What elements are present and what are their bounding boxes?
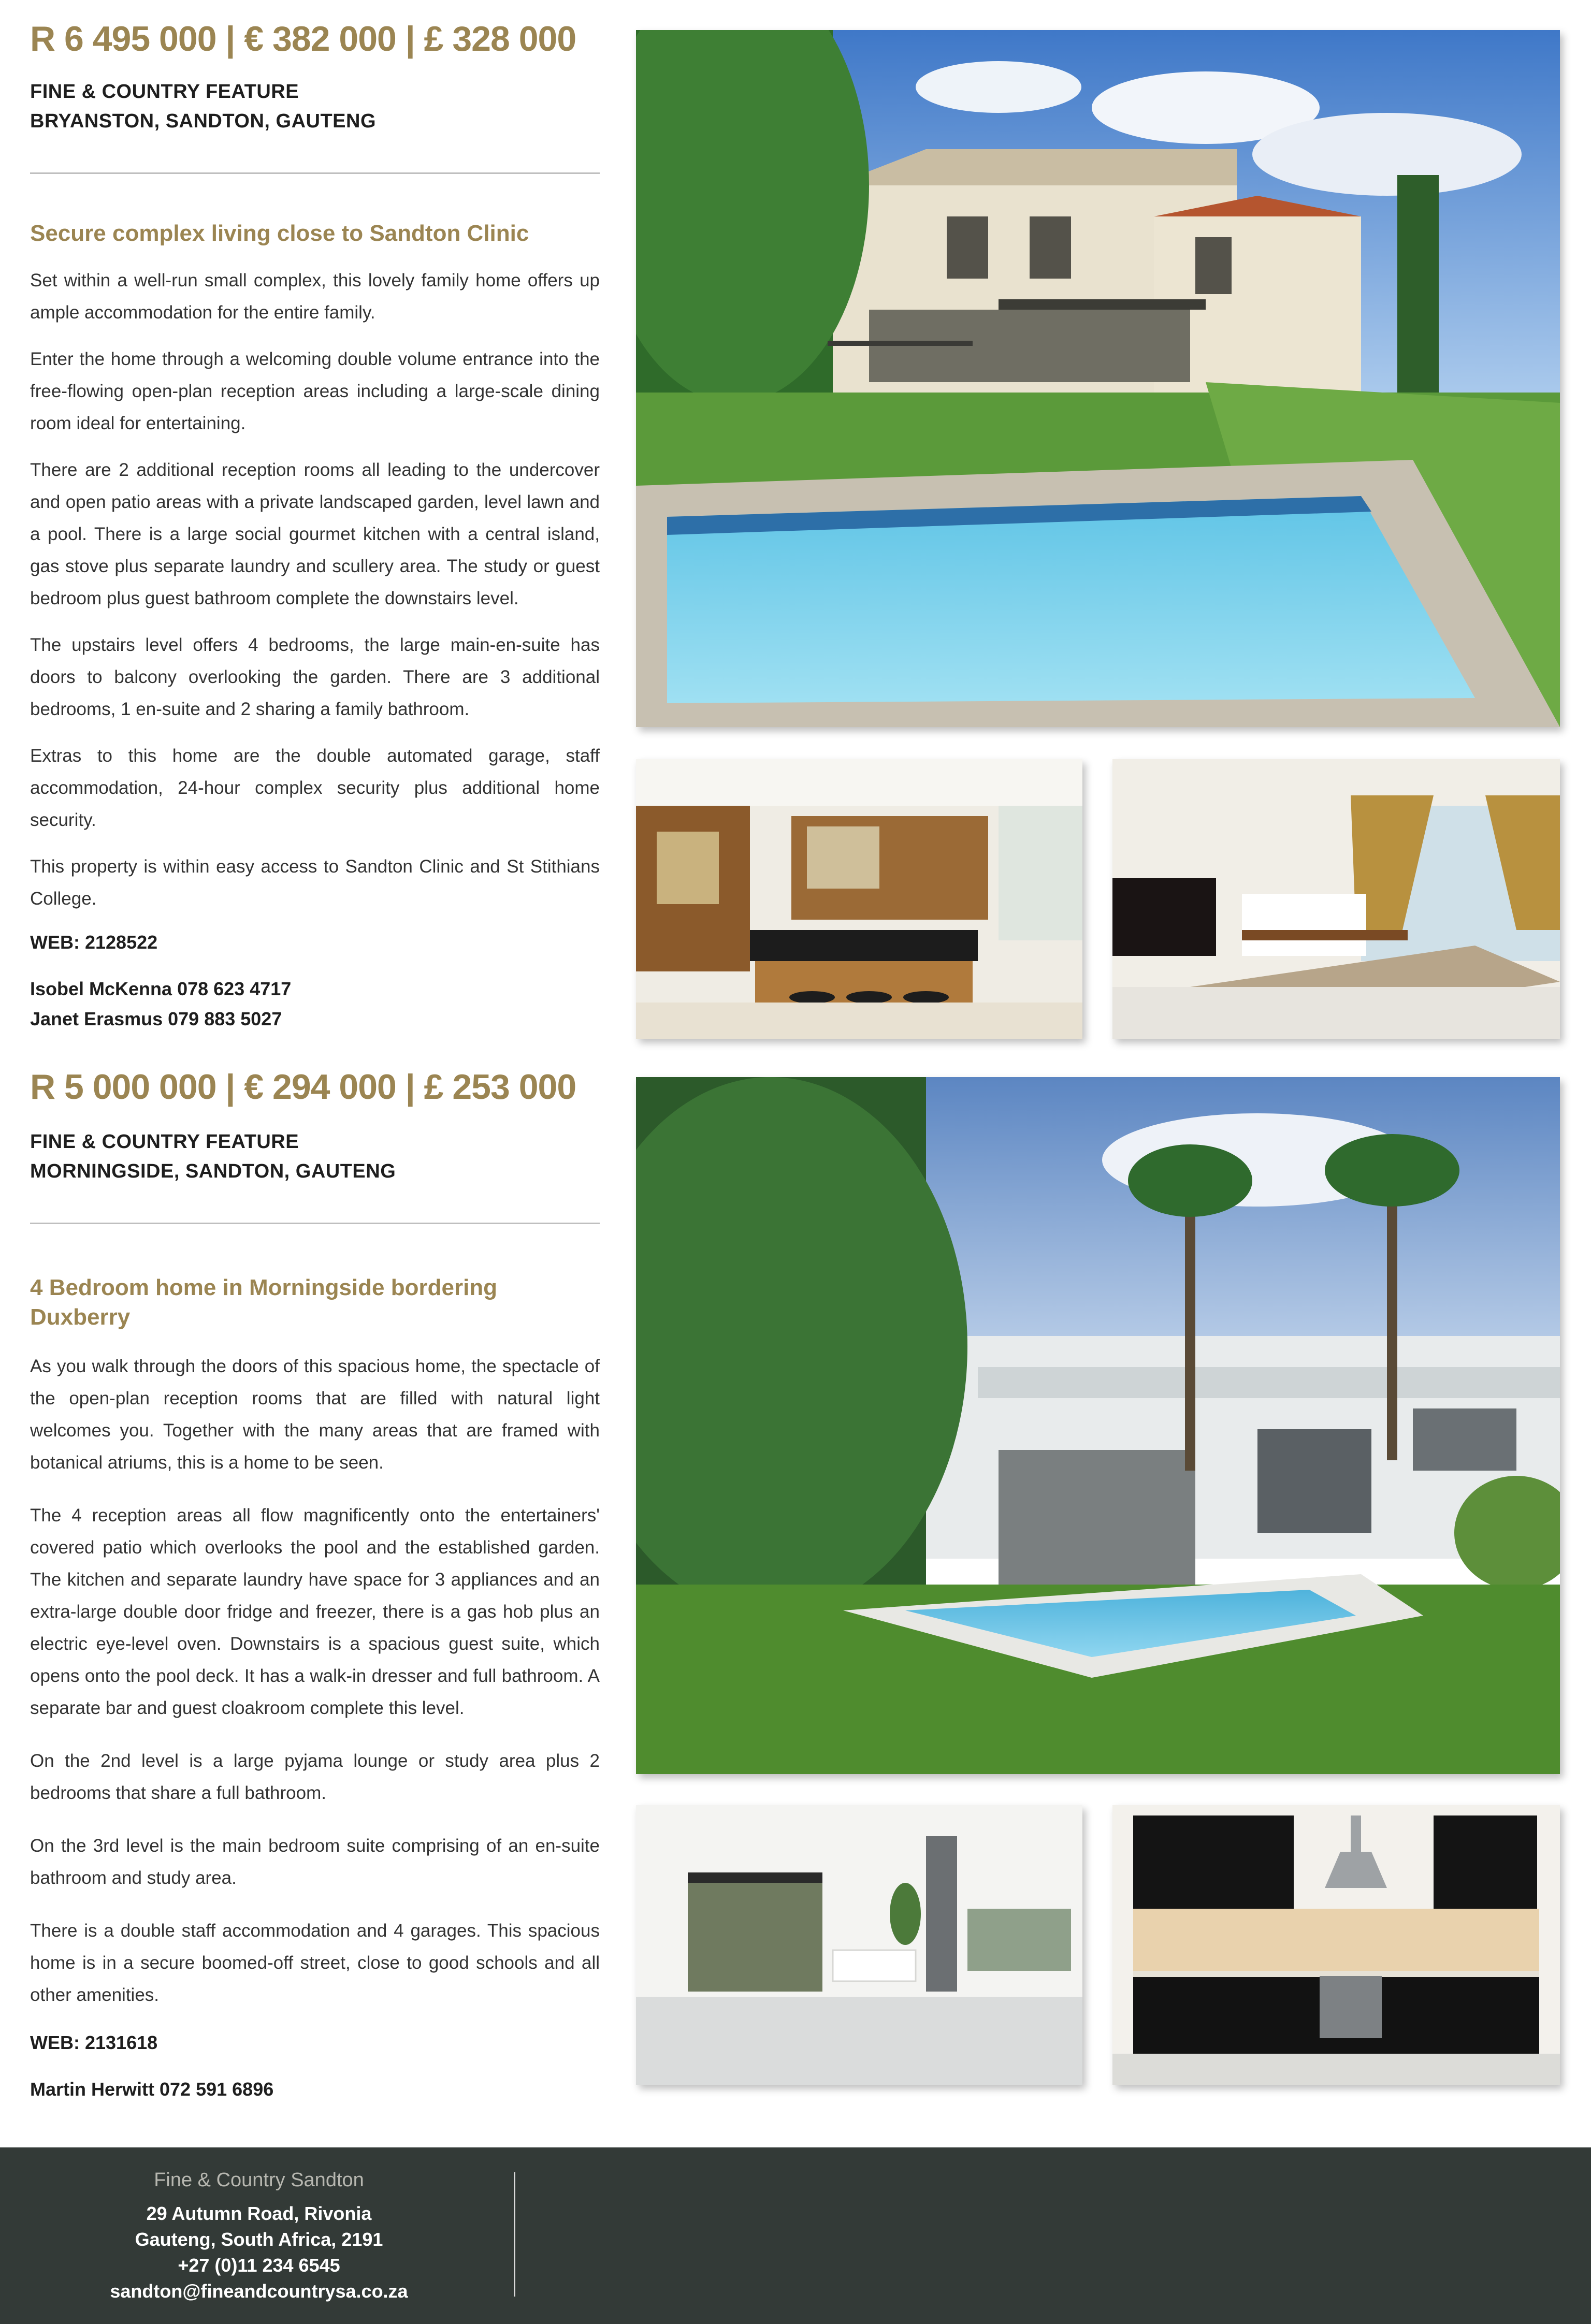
listing-paragraph: This property is within easy access to Sandton Clinic and St Stithians College. [30, 856, 600, 909]
kitchen-photo [636, 759, 1082, 1039]
listing-paragraph: Enter the home through a welcoming double volume entrance into the free-flowing open-plan reception areas including a large-scale dining room ideal for entertaining. [30, 348, 600, 433]
listing-paragraph: On the 3rd level is the main bedroom suite comprising of an en-suite bathroom and study area. [30, 1836, 600, 1889]
listing-location: MORNINGSIDE, SANDTON, GAUTENG [30, 1160, 396, 1182]
office-contact-block [78, 2169, 440, 2304]
office-name: Fine & Country Sandton [154, 2169, 364, 2191]
listing-paragraph: On the 2nd level is a large pyjama lounge or study area plus 2 bedrooms that share a full bathroom. [30, 1751, 600, 1804]
web-reference: WEB: 2131618 [30, 2032, 158, 2054]
listing-paragraph: As you walk through the doors of this spacious home, the spectacle of the open-plan reception rooms that are filled with natural light welcomes you. Together with the many areas that are framed with botanical atriums, this is a home to be seen. [30, 1356, 600, 1473]
listing-morningside [0, 1046, 1591, 2100]
phone-number: +27 (0)11 234 6545 [178, 2255, 340, 2276]
office-footer [0, 2147, 1591, 2324]
listing-paragraph: The 4 reception areas all flow magnificently onto the entertainers' covered patio which overlooks the pool and the established garden. The kitchen and separate laundry have space for 3 appliances and an extra-large double door fridge and freezer, there is a gas hob plus an electric eye-level oven. Downstairs is a spacious guest suite, which opens onto the pool deck. It has a walk-in dresser and full bathroom. A separate bar and guest cloakroom complete this level. [30, 1505, 600, 1719]
listing-text-column [30, 20, 600, 1034]
listing-subtitle: Secure complex living close to Sandton Clinic [30, 220, 529, 246]
listing-price: R 5 000 000 | € 294 000 | £ 253 000 [30, 1067, 576, 1107]
section-divider [30, 172, 600, 174]
email-address[interactable]: sandton@fineandcountrysa.co.za [110, 2281, 408, 2302]
exterior-palm-pool-photo [636, 1077, 1560, 1774]
feature-label: FINE & COUNTRY FEATURE [30, 80, 299, 103]
address-line: Gauteng, South Africa, 2191 [135, 2229, 383, 2250]
web-reference: WEB: 2128522 [30, 931, 158, 953]
listing-paragraph: The upstairs level offers 4 bedrooms, the large main-en-suite has doors to balcony overlooking the garden. There are 3 additional bedrooms, 1 en-suite and 2 sharing a family bathroom. [30, 634, 600, 719]
section-divider [30, 1223, 600, 1224]
address-line: 29 Autumn Road, Rivonia [146, 2203, 372, 2224]
agent-contact: Janet Erasmus 079 883 5027 [30, 1008, 282, 1029]
agent-contact: Isobel McKenna 078 623 4717 [30, 978, 292, 999]
listing-location: BRYANSTON, SANDTON, GAUTENG [30, 110, 377, 132]
exterior-pool-photo [636, 30, 1560, 727]
listing-paragraph: Set within a well-run small complex, this lovely family home offers up ample accommodation for the entire family. [30, 270, 600, 323]
listing-paragraph: Extras to this home are the double automated garage, staff accommodation, 24-hour complex security plus additional home security. [30, 745, 600, 830]
interior-living-photo [636, 1805, 1082, 2085]
listing-price: R 6 495 000 | € 382 000 | £ 328 000 [30, 19, 576, 59]
listing-paragraph: There is a double staff accommodation and 4 garages. This spacious home is in a secure boomed-off street, close to good schools and all other amenities. [30, 1921, 600, 2006]
listing-subtitle: 4 Bedroom home in Morningside bordering Duxberry [30, 1274, 498, 1330]
footer-divider [514, 2172, 515, 2297]
listing-bryanston [0, 0, 1591, 1046]
modern-kitchen-photo [1112, 1805, 1560, 2085]
feature-label: FINE & COUNTRY FEATURE [30, 1130, 299, 1153]
listing-text-column [30, 1068, 600, 2104]
dining-room-photo [1112, 759, 1560, 1039]
agent-contact: Martin Herwitt 072 591 6896 [30, 2079, 274, 2100]
listing-paragraph: There are 2 additional reception rooms all leading to the undercover and open patio areas with a private landscaped garden, level lawn and a pool. There is a large social gourmet kitchen with a central island, gas stove plus separate laundry and scullery area. The study or guest bedroom plus guest bathroom complete the downstairs level. [30, 459, 600, 608]
